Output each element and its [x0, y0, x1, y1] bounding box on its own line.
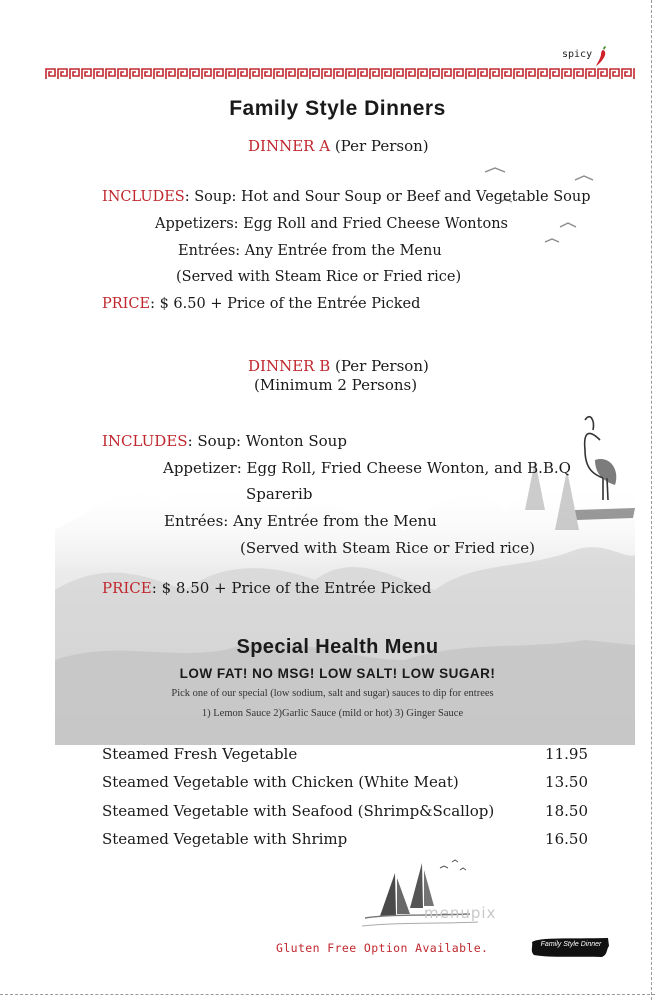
dinner-b-soup: : Soup: Wonton Soup [187, 432, 347, 450]
dinner-b-price [102, 579, 431, 597]
dinner-b-served: (Served with Steam Rice or Fried rice) [240, 539, 535, 557]
menu-row [102, 830, 588, 850]
menu-item-name: Steamed Vegetable with Shrimp [102, 830, 348, 848]
dinner-b-heading [248, 357, 429, 375]
spicy-label: spicy [562, 49, 593, 60]
dinner-b-per-person: (Per Person) [335, 357, 429, 375]
dinner-a-price-value: : $ 6.50 + Price of the Entrée Picked [150, 296, 421, 312]
dinner-b-minimum: (Minimum 2 Persons) [254, 376, 418, 394]
menu-item-name: Steamed Vegetable with Chicken (White Meat) [102, 773, 459, 791]
gluten-free-note: Gluten Free Option Available. [276, 941, 489, 955]
dinner-a-served: (Served with Steam Rice or Fried rice) [176, 269, 462, 285]
dinner-b-price-value: : $ 8.50 + Price of the Entrée Picked [151, 579, 432, 597]
special-health-subtitle: LOW FAT! NO MSG! LOW SALT! LOW SUGAR! [179, 666, 496, 681]
dinner-b-appetizer: Appetizer: Egg Roll, Fried Cheese Wonton, and B.B.Q [163, 459, 571, 477]
stamp-text: Family Style Dinner [540, 941, 602, 948]
price-label: PRICE [102, 296, 151, 312]
dinner-b-includes [102, 432, 347, 450]
menu-item-price: 13.50 [545, 773, 588, 791]
page-edge-bottom [0, 994, 655, 995]
price-label: PRICE [102, 579, 152, 597]
chili-pepper-icon [594, 46, 610, 68]
dinner-a-includes [102, 189, 591, 205]
dinner-b-appetizer-cont: Sparerib [246, 485, 313, 503]
birds-illustration [480, 162, 600, 252]
watermark: menupix [424, 904, 497, 922]
family-style-title: Family Style Dinners [229, 97, 446, 120]
dinner-a-per-person: (Per Person) [334, 137, 429, 155]
menu-item-price: 16.50 [545, 830, 588, 848]
menu-item-price: 18.50 [545, 802, 588, 820]
sauce-list: 1) Lemon Sauce 2)Garlic Sauce (mild or hot) 3) Ginger Sauce [201, 708, 464, 719]
menu-row [102, 802, 588, 822]
dinner-b-entrees: Entrées: Any Entrée from the Menu [164, 512, 437, 530]
chinese-key-border [45, 68, 635, 80]
includes-label: INCLUDES [102, 189, 185, 205]
dinner-a-label: DINNER A [248, 137, 331, 155]
special-health-title: Special Health Menu [236, 636, 439, 658]
menu-item-name: Steamed Fresh Vegetable [102, 745, 298, 763]
dinner-a-appetizers: Appetizers: Egg Roll and Fried Cheese Wontons [155, 216, 508, 232]
includes-label: INCLUDES [102, 432, 188, 450]
page-edge-right [651, 0, 652, 1000]
dinner-a-soup: : Soup: Hot and Sour Soup or Beef and Vegetable Soup [184, 189, 591, 205]
dinner-a-entrees: Entrées: Any Entrée from the Menu [178, 243, 442, 259]
menu-row [102, 745, 588, 765]
menu-row [102, 773, 588, 793]
menu-item-name: Steamed Vegetable with Seafood (Shrimp&Scallop) [102, 802, 495, 820]
dinner-b-label: DINNER B [248, 357, 331, 375]
menu-item-price: 11.95 [545, 745, 588, 763]
dinner-a-price [102, 296, 420, 312]
dinner-a-heading [248, 137, 429, 155]
sauce-note: Pick one of our special (low sodium, salt and sugar) sauces to dip for entrees [171, 688, 494, 699]
